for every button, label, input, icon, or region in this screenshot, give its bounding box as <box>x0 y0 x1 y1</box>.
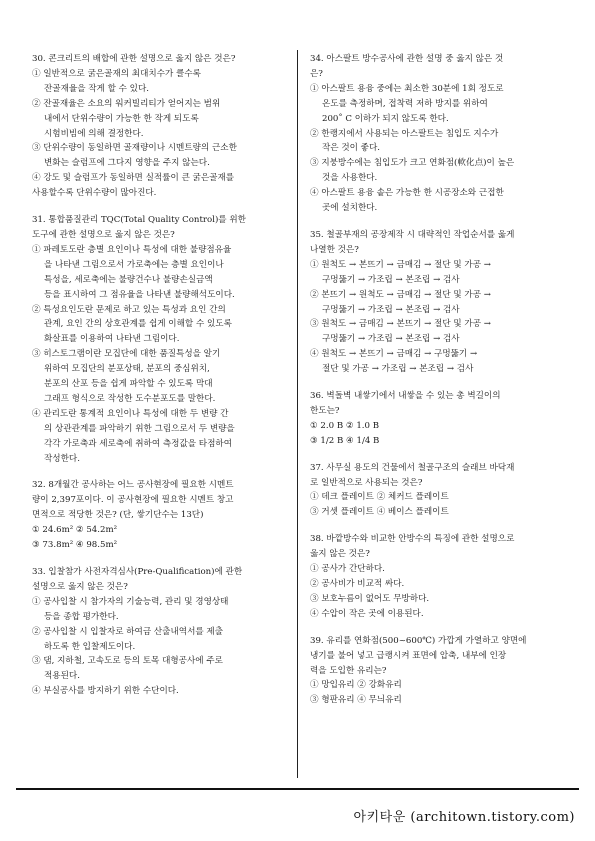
question-line: ① 파레토도란 층별 요인이나 특성에 대한 불량점유율 <box>32 244 232 255</box>
question-line: 하도록 한 입찰제도이다. <box>44 641 136 652</box>
question-stem: 31. 통합품질관리 TQC(Total Quality Control)를 위한 <box>32 215 246 226</box>
question-line: 한도는? <box>310 405 340 416</box>
question-stem: 37. 사무실 용도의 건물에서 철골구조의 슬래브 바닥재 <box>310 462 515 473</box>
question-line: ③ 형판유리 ④ 무늬유리 <box>310 695 402 706</box>
question-line: 사용할수록 단위수량이 많아진다. <box>32 188 157 199</box>
question-line: 관계, 요인 간의 상호관계를 쉽게 이해할 수 있도록 <box>44 319 232 330</box>
question-line: ② 공사비가 비교적 싸다. <box>310 579 405 589</box>
question-line: 시험비빔에 의해 결정한다. <box>44 128 144 139</box>
question-line: ③ 히스토그램이란 모집단에 대한 품질특성을 알기 <box>32 349 221 360</box>
question-line: 것을 사용한다. <box>322 173 378 184</box>
question-line: 은? <box>310 68 323 79</box>
question-block <box>310 461 572 521</box>
question-line: 력을 도입한 유리는? <box>310 665 387 676</box>
question-line: 작은 것이 좋다. <box>322 143 381 154</box>
question-line: 작성한다. <box>44 453 80 464</box>
question-line: ④ 관리도란 통계적 요인이나 특성에 대한 두 변량 간 <box>32 408 229 419</box>
footer-rule <box>16 788 579 790</box>
footer-site-credit: 아키타운 (architown.tistory.com) <box>353 810 575 825</box>
question-line: 내에서 단위수량이 가능한 한 작게 되도록 <box>44 113 199 124</box>
question-stem: 32. 8개월간 공사하는 어느 공사현장에 필요한 시멘트 <box>32 480 234 491</box>
question-line: ③ 원척도 → 금매김 → 본뜨기 → 절단 및 가공 → <box>310 319 491 330</box>
question-line: ② 특성요인도란 문제로 하고 있는 특성과 요인 간의 <box>32 304 226 315</box>
question-block <box>310 532 572 621</box>
question-line: 을 나타낸 그림으로서 가로축에는 층별 요인이나 <box>44 259 224 270</box>
question-block <box>32 213 294 466</box>
question-line: ③ 지붕방수에는 침입도가 크고 연화점(軟化点)이 높은 <box>310 158 515 169</box>
question-line: 면적으로 적당한 것은? (단, 쌓기단수는 13단) <box>32 510 204 521</box>
question-line: 의 상관관계를 파악하기 위한 그림으로서 두 변량을 <box>44 423 235 434</box>
question-line: 냉기를 불어 넣고 급랭시켜 표면에 압축, 내부에 인장 <box>310 650 507 661</box>
question-line: ④ 원척도 → 본뜨기 → 금매김 → 구멍뚫기 → <box>310 349 478 360</box>
question-line: 로 일반적으로 사용되는 것은? <box>310 477 423 488</box>
right-column <box>310 52 572 708</box>
question-stem: 36. 벽돌벽 내쌓기에서 내쌓을 수 있는 총 벽길이의 <box>310 391 501 402</box>
question-line: ③ 1/2 B ④ 1/4 B <box>310 435 380 446</box>
question-block <box>310 389 572 449</box>
question-line: 도구에 관한 설명으로 옳지 않은 것은? <box>32 229 175 240</box>
question-line: ① 2.0 B ② 1.0 B <box>310 420 380 431</box>
question-line: ① 공사가 간단하다. <box>310 564 385 575</box>
question-stem: 39. 유리를 연화점(500~600℃) 가깝게 가열하고 양면에 <box>310 635 527 646</box>
question-line: 구멍뚫기 → 가조립 → 본조립 → 검사 <box>322 304 460 315</box>
question-line: 등을 종합 평가한다. <box>44 611 119 622</box>
question-line: ① 망입유리 ② 강화유리 <box>310 680 402 691</box>
column-divider <box>297 50 298 778</box>
question-line: 나열한 것은? <box>310 244 359 255</box>
question-block <box>310 52 572 216</box>
question-line: ① 데크 플레이트 ② 체커드 플레이트 <box>310 492 449 503</box>
question-line: 곳에 설치한다. <box>322 203 378 214</box>
question-block <box>310 228 572 377</box>
question-line: 200˚ C 이하가 되지 않도록 한다. <box>322 113 449 124</box>
question-line: 그래프 형식으로 작성한 도수분포도를 말한다. <box>44 393 216 404</box>
question-line: ③ 단위수량이 동일하면 골재량이나 시멘트량의 근소한 <box>32 143 237 154</box>
question-line: ① 24.6m² ② 54.2m² <box>32 525 118 536</box>
question-line: ② 잔골재율은 소요의 워커빌리티가 얻어지는 범위 <box>32 98 221 109</box>
question-line: 구멍뚫기 → 가조립 → 본조립 → 검사 <box>322 274 460 285</box>
question-line: 설명으로 옳지 않은 것은? <box>32 581 128 592</box>
question-line: 적용된다. <box>44 671 80 682</box>
question-line: ② 공사입찰 시 입찰자로 하여금 산출내역서를 제출 <box>32 626 224 637</box>
question-block <box>32 52 294 201</box>
question-line: 특성을, 세로축에는 불량건수나 불량손실금액 <box>44 274 213 285</box>
question-line: ④ 아스팔트 용융 솥은 가능한 한 시공장소와 근접한 <box>310 188 504 199</box>
question-stem: 34. 아스팔트 방수공사에 관한 설명 중 옳지 않은 것 <box>310 54 504 64</box>
question-block <box>32 478 294 553</box>
question-line: ② 한랭지에서 사용되는 아스팔트는 침입도 지수가 <box>310 128 499 139</box>
question-stem: 33. 입찰참가 사전자격심사(Pre-Qualification)에 관한 <box>32 567 243 577</box>
question-line: 온도를 측정하며, 접착력 저하 방지를 위하여 <box>322 98 488 109</box>
question-line: ③ 댐, 지하철, 고속도로 등의 토목 대형공사에 주로 <box>32 656 223 667</box>
question-line: ③ 73.8m² ④ 98.5m² <box>32 540 118 551</box>
question-line: ② 본뜨기 → 원척도 → 금매김 → 절단 및 가공 → <box>310 289 491 300</box>
question-line: 분포의 산포 등을 쉽게 파악할 수 있도록 막대 <box>44 379 213 390</box>
question-block <box>310 634 572 709</box>
question-line: 잔골재율을 작게 할 수 있다. <box>44 83 149 94</box>
question-line: 구멍뚫기 → 가조립 → 본조립 → 검사 <box>322 334 460 345</box>
question-block <box>32 565 294 699</box>
question-line: ① 원척도 → 본뜨기 → 금매김 → 절단 및 가공 → <box>310 259 491 270</box>
question-line: ③ 보호누름이 없어도 무방하다. <box>310 593 430 604</box>
question-line: 위하여 모집단의 분포상태, 분포의 중심위치, <box>44 364 210 375</box>
question-line: ① 공사입찰 시 참가자의 기술능력, 관리 및 경영상태 <box>32 596 229 607</box>
question-line: ① 아스팔트 용융 중에는 최소한 30분에 1회 정도로 <box>310 83 504 94</box>
question-line: ④ 강도 및 슬럼프가 동일하면 실적률이 큰 굵은골재를 <box>32 173 235 184</box>
question-line: 옳지 않은 것은? <box>310 549 370 560</box>
question-line: 화살표를 이용하여 나타낸 그림이다. <box>44 334 180 345</box>
question-line: ④ 수압이 작은 곳에 이용된다. <box>310 608 424 619</box>
left-column <box>32 52 294 699</box>
question-line: 변화는 슬럼프에 그다지 영향을 주지 않는다. <box>44 158 210 169</box>
question-stem: 38. 바깥방수와 비교한 안방수의 특징에 관한 설명으로 <box>310 534 515 545</box>
question-line: ① 일반적으로 굵은골재의 최대치수가 클수록 <box>32 68 201 79</box>
question-line: ③ 거셋 플레이트 ④ 베이스 플레이트 <box>310 507 449 518</box>
question-line: 량이 2,397포이다. 이 공사현장에 필요한 시멘트 창고 <box>32 495 234 506</box>
question-stem: 35. 철골부재의 공장제작 시 대략적인 작업순서를 옳게 <box>310 229 515 240</box>
question-line: 등을 표시하여 그 점유율을 나타낸 불량해석도이다. <box>44 289 235 300</box>
question-line: 각각 가로축과 세로축에 취하여 측정값을 타점하여 <box>44 438 232 449</box>
question-line: ④ 부실공사를 방지하기 위한 수단이다. <box>32 686 179 697</box>
question-line: 절단 및 가공 → 가조립 → 본조립 → 검사 <box>322 364 474 375</box>
question-stem: 30. 콘크리트의 배합에 관한 설명으로 옳지 않은 것은? <box>32 54 236 64</box>
